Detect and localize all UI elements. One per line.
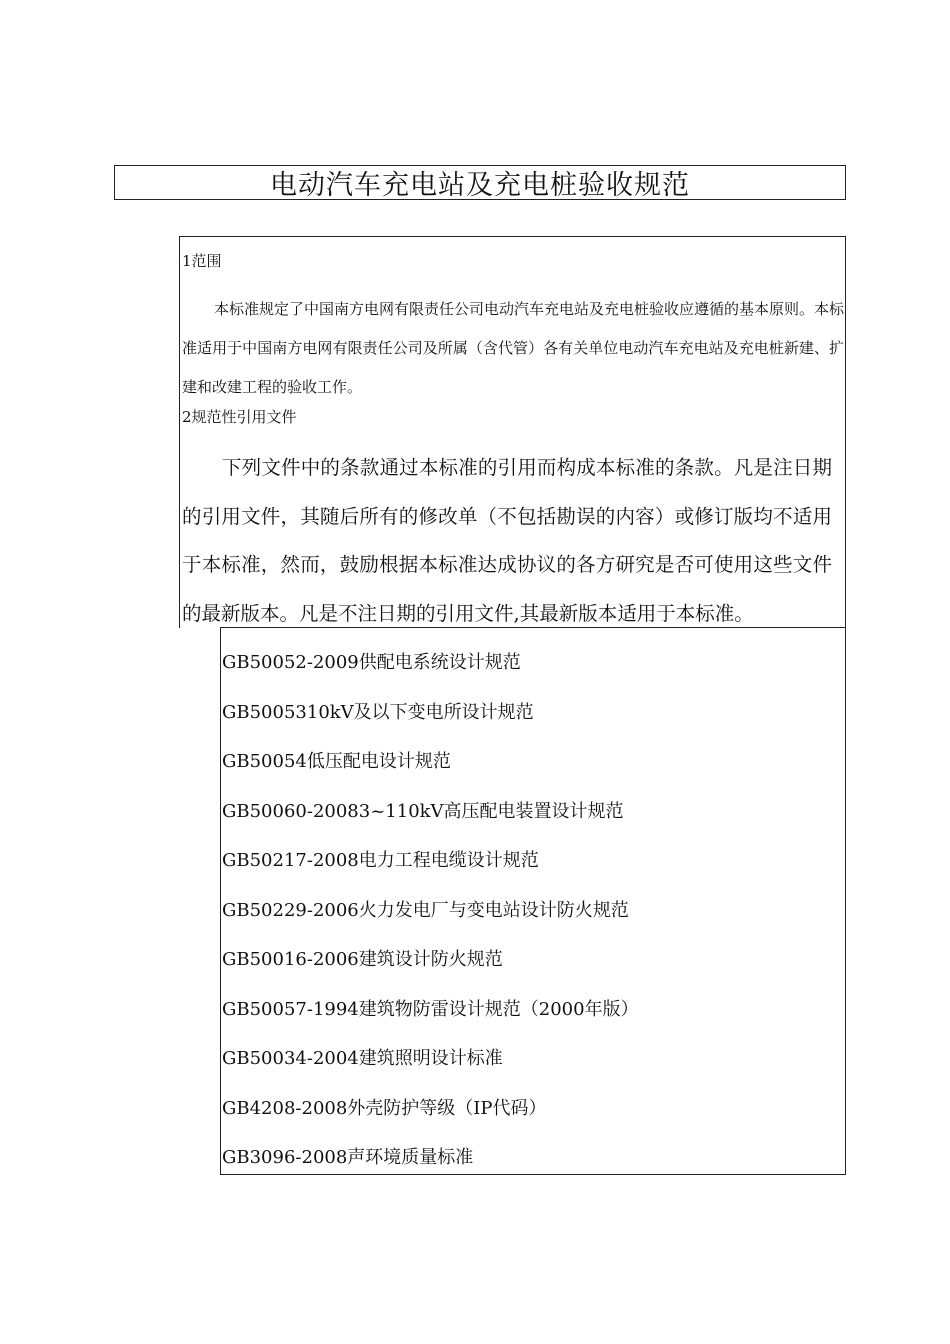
- reference-item: GB50217-2008电力工程电缆设计规范: [222, 850, 539, 871]
- reference-item: GB50060-20083~110kV高压配电装置设计规范: [222, 800, 624, 822]
- reference-item: GB50057-1994建筑物防雷设计规范（2000年版）: [222, 998, 639, 1020]
- reference-item: GB4208-2008外壳防护等级（IP代码）: [222, 1097, 547, 1119]
- reference-item: GB50229-2006火力发电厂与变电站设计防火规范: [222, 899, 629, 921]
- reference-item: GB3096-2008声环境质量标准: [222, 1147, 474, 1168]
- section-2-heading: 2规范性引用文件: [182, 408, 297, 426]
- reference-item: GB5005310kV及以下变电所设计规范: [222, 701, 534, 723]
- reference-item: GB50052-2009供配电系统设计规范: [222, 652, 521, 673]
- reference-item: GB50054低压配电设计规范: [222, 751, 451, 772]
- reference-list: [222, 638, 639, 1183]
- reference-item: GB50034-2004建筑照明设计标准: [222, 1048, 503, 1069]
- reference-list-box: [220, 627, 846, 1175]
- section-2-intro: 下列文件中的条款通过本标准的引用而构成本标准的条款。凡是注日期的引用文件，其随后所有的修改单（不包括勘误的内容）或修订版均不适用于本标准，然而，鼓励根据本标准达成协议的各方研究是否可使用这些文件的最新版本。凡是不注日期的引用文件,其最新版本适用于本标准。: [182, 456, 832, 625]
- section-1-text: 本标准规定了中国南方电网有限责任公司电动汽车充电站及充电桩验收应遵循的基本原则。本标准适用于中国南方电网有限责任公司及所属（含代管）各有关单位电动汽车充电站及充电桩新建、扩建和改建工程的验收工作。: [182, 300, 845, 396]
- section-1-heading: 1范围: [182, 252, 222, 270]
- document-title: 电动汽车充电站及充电桩验收规范: [114, 165, 846, 200]
- reference-item: GB50016-2006建筑设计防火规范: [222, 949, 503, 970]
- section-scope-and-intro: [179, 236, 846, 628]
